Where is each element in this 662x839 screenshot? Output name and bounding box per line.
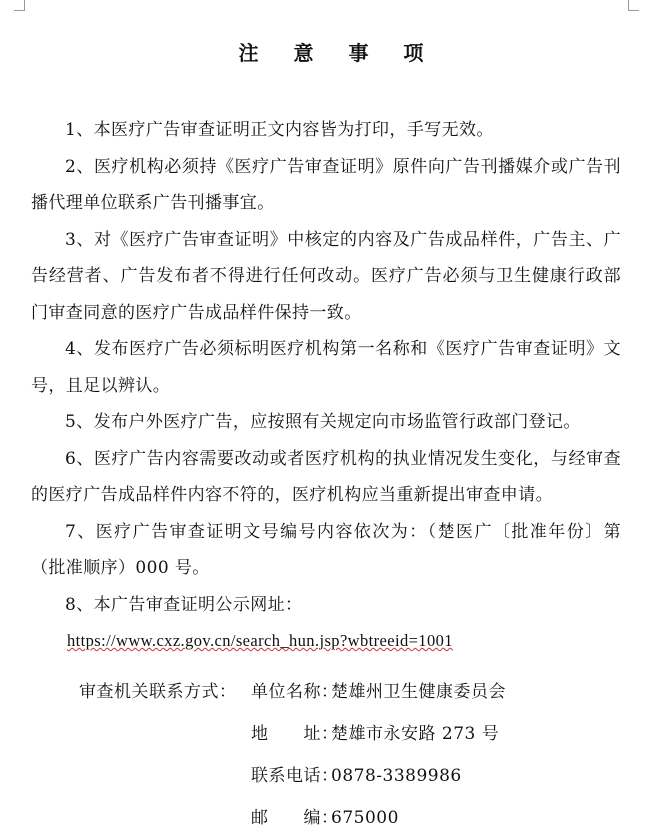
- phone-value: 0878-3389986: [331, 766, 462, 786]
- contact-block: [79, 671, 639, 839]
- org-label: 单位名称：: [251, 682, 339, 702]
- notice-item-4: 4、发布医疗广告必须标明医疗机构第一名称和《医疗广告审查证明》文号，且足以辨认。: [31, 339, 621, 396]
- notice-body: [31, 112, 621, 660]
- contact-row-phone: [79, 755, 639, 797]
- page-title: 注 意 事 项: [238, 41, 438, 65]
- contact-row-address: [79, 713, 639, 755]
- notice-item-5: 5、发布户外医疗广告，应按照有关规定向市场监管行政部门登记。: [65, 412, 581, 432]
- publicity-url-link[interactable]: https://www.cxz.gov.cn/search_hun.jsp?wbtreeid=1001: [67, 631, 453, 650]
- notice-item-1: 1、本医疗广告审查证明正文内容皆为打印，手写无效。: [65, 120, 494, 140]
- org-value: 楚雄州卫生健康委员会: [331, 682, 506, 702]
- postcode-value: 675000: [331, 808, 399, 828]
- phone-label: 联系电话：: [251, 766, 339, 786]
- crop-mark-top-left: [14, 0, 25, 11]
- postcode-label: 邮 编：: [251, 808, 339, 828]
- notice-item-3: 3、对《医疗广告审查证明》中核定的内容及广告成品样件，广告主、广告经营者、广告发布者不得进行任何改动。医疗广告必须与卫生健康行政部门审查同意的医疗广告成品样件保持一致。: [31, 229, 621, 323]
- notice-item-8: 8、本广告审查证明公示网址：: [65, 594, 303, 615]
- notice-item-6: 6、医疗广告内容需要改动或者医疗机构的执业情况发生变化，与经审查的医疗广告成品样件内容不符的，医疗机构应当重新提出审查申请。: [31, 448, 621, 505]
- contact-heading: 审查机关联系方式：: [79, 682, 237, 702]
- notice-item-2: 2、医疗机构必须持《医疗广告审查证明》原件向广告刊播媒介或广告刊播代理单位联系广告刊播事宜。: [31, 156, 621, 213]
- contact-row-org: [79, 671, 639, 713]
- notice-item-7: 7、医疗广告审查证明文号编号内容依次为：（楚医广〔批准年份〕第（批准顺序）000 号。: [31, 521, 621, 578]
- crop-mark-top-right: [628, 0, 639, 11]
- address-label: 地 址：: [251, 724, 339, 744]
- address-value: 楚雄市永安路 273 号: [331, 724, 500, 744]
- contact-row-postcode: [79, 797, 639, 839]
- url-line: [31, 623, 621, 660]
